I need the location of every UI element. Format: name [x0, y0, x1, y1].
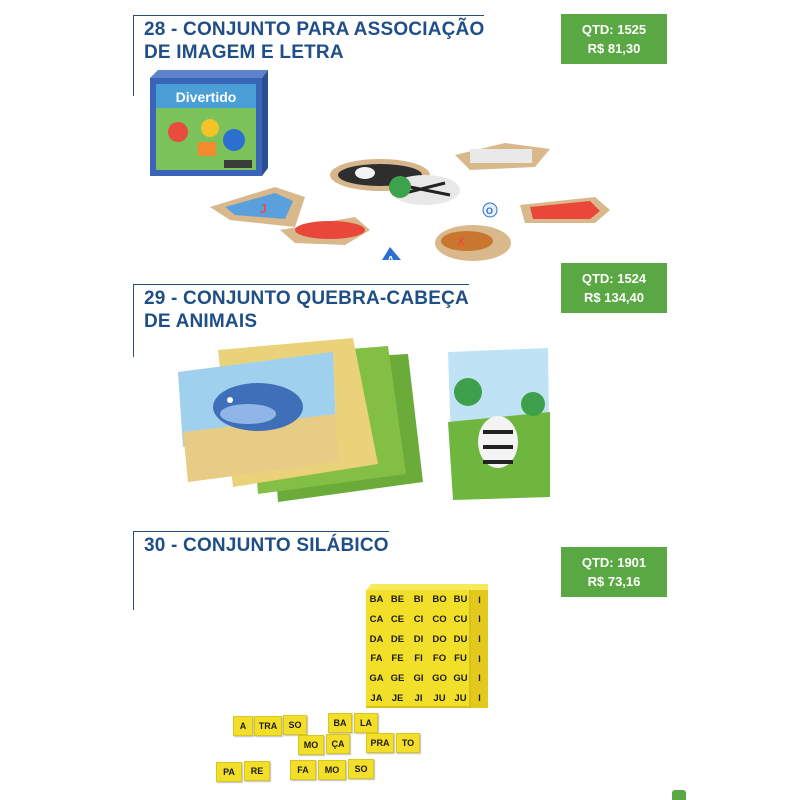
product-29-title-line2: DE ANIMAIS [144, 311, 258, 332]
letter-j: J [260, 202, 267, 216]
product-30-price-badge [561, 547, 667, 597]
cube-syllable: BU [453, 594, 468, 606]
box-brand-text: Divertido [175, 89, 237, 105]
syllable-cube-front [366, 590, 471, 708]
cube-syllable: JI [414, 692, 423, 704]
cube-syllable: GE [390, 672, 405, 684]
cube-syllable: FI [414, 653, 423, 665]
syllable-tile: FA [290, 760, 316, 780]
cube-side-syllable: I [478, 614, 481, 625]
syllable-tile: BA [328, 713, 352, 733]
cube-syllable: DI [413, 633, 424, 645]
product-29-qtd: QTD: 1524 [581, 271, 647, 286]
cube-syllable: BI [413, 594, 424, 606]
product-28-title-line1: 28 - CONJUNTO PARA ASSOCIAÇÃO [144, 19, 485, 40]
letter-a: A [387, 255, 395, 266]
syllable-tile: RE [244, 761, 270, 781]
cube-syllable: BE [390, 594, 405, 606]
cube-syllable: CU [453, 613, 468, 625]
cube-side-syllable: I [478, 693, 481, 704]
product-30-qtd: QTD: 1901 [581, 555, 647, 570]
letter-x: X [457, 236, 465, 248]
product-28-title-line2: DE IMAGEM E LETRA [144, 42, 344, 63]
cube-side-syllable: I [478, 594, 481, 605]
syllable-tile: SO [283, 715, 307, 735]
product-28-qtd: QTD: 1525 [581, 22, 647, 37]
cube-side-syllable: I [478, 673, 481, 684]
letter-o: O [486, 206, 494, 216]
syllable-tile: SO [348, 759, 374, 779]
cube-syllable: GA [369, 672, 384, 684]
cube-syllable: DO [432, 633, 447, 645]
cube-syllable: BO [432, 594, 447, 606]
syllable-tile: PRA [366, 733, 394, 753]
cube-syllable: CA [369, 613, 384, 625]
cube-syllable: CE [390, 613, 405, 625]
product-29-title-line1: 29 - CONJUNTO QUEBRA-CABEÇA [144, 288, 469, 309]
page-number-marker [672, 790, 686, 800]
syllable-tile: ÇA [326, 734, 350, 754]
cube-syllable: BA [369, 594, 384, 606]
cube-syllable: DU [453, 633, 468, 645]
product-28-pieces-image [205, 135, 615, 270]
cube-syllable: CO [432, 613, 447, 625]
cube-syllable: GU [453, 672, 468, 684]
cube-syllable: DE [390, 633, 405, 645]
cube-syllable: CI [413, 613, 424, 625]
cube-side-syllable: I [478, 653, 481, 664]
product-28-price-badge [561, 14, 667, 64]
cube-syllable: JE [391, 692, 404, 704]
cube-syllable: FO [432, 653, 447, 665]
syllable-tile: MO [318, 760, 346, 780]
cube-syllable: JU [433, 692, 446, 704]
cube-syllable: FE [391, 653, 404, 665]
product-29-price: R$ 134,40 [584, 290, 644, 305]
cube-syllable: FU [454, 653, 467, 665]
syllable-tile: TO [396, 733, 420, 753]
product-30-title-line1: 30 - CONJUNTO SILÁBICO [144, 535, 389, 556]
cube-syllable: GO [432, 672, 447, 684]
cube-side-syllable: I [478, 634, 481, 645]
syllable-tile: A [233, 716, 253, 736]
product-28-price: R$ 81,30 [587, 41, 641, 56]
product-29-price-badge [561, 263, 667, 313]
syllable-tile: TRA [254, 716, 282, 736]
cube-syllable: JA [370, 692, 383, 704]
product-29-puzzles-image [178, 332, 558, 512]
product-30-price: R$ 73,16 [587, 574, 641, 589]
cube-syllable: GI [413, 672, 424, 684]
product-30-title-block [133, 531, 389, 610]
cube-syllable: JU [454, 692, 467, 704]
syllable-tile: MO [298, 735, 324, 755]
cube-syllable: FA [370, 653, 383, 665]
syllable-tile: LA [354, 713, 378, 733]
cube-syllable: DA [369, 633, 384, 645]
syllable-tile: PA [216, 762, 242, 782]
syllable-cube-side [471, 590, 488, 708]
